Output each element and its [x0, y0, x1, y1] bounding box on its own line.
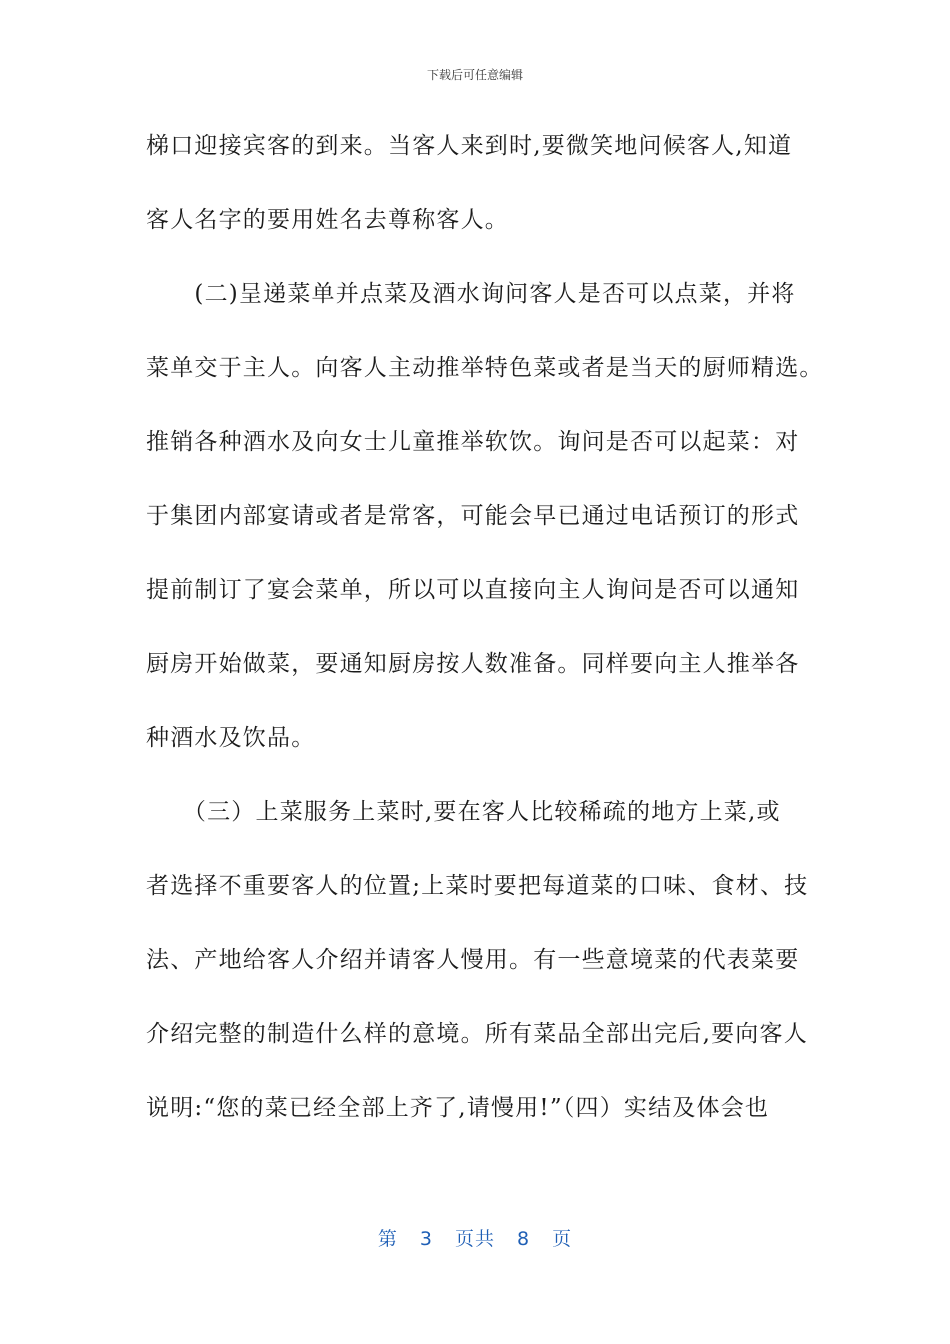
text-line: 介绍完整的制造什么样的意境。所有菜品全部出完后,要向客人 — [146, 1021, 808, 1047]
text-line: （三）上菜服务上菜时,要在客人比较稀疏的地方上菜,或 — [146, 799, 781, 825]
text-line: 说明:“您的菜已经全部上齐了,请慢用!”（四）实结及体会也 — [146, 1095, 770, 1121]
text-line: 法、产地给客人介绍并请客人慢用。有一些意境菜的代表菜要 — [146, 947, 800, 973]
current-page-number: 3 — [419, 1228, 433, 1250]
footer-ye: 页 — [552, 1228, 573, 1250]
header-note: 下载后可任意编辑 — [426, 68, 523, 82]
text-line: 种酒水及饮品。 — [146, 725, 316, 751]
text-line: 客人名字的要用姓名去尊称客人。 — [146, 207, 509, 233]
body-text — [146, 114, 824, 1150]
page-footer — [0, 1224, 950, 1251]
text-line: (二)呈递菜单并点菜及酒水询问客人是否可以点菜，并将 — [146, 281, 796, 307]
total-pages-number: 8 — [517, 1228, 531, 1250]
text-line: 厨房开始做菜，要通知厨房按人数准备。同样要向主人推举各 — [146, 651, 800, 677]
text-line: 者选择不重要客人的位置;上菜时要把每道菜的口味、食材、技 — [146, 873, 809, 899]
text-line: 推销各种酒水及向女士儿童推举软饮。询问是否可以起菜：对 — [146, 429, 800, 455]
footer-di: 第 — [377, 1228, 398, 1250]
text-line: 菜单交于主人。向客人主动推举特色菜或者是当天的厨师精选。 — [146, 355, 824, 381]
footer-ye-gong: 页共 — [454, 1228, 495, 1250]
text-line: 于集团内部宴请或者是常客，可能会早已通过电话预订的形式 — [146, 503, 800, 529]
text-line: 提前制订了宴会菜单，所以可以直接向主人询问是否可以通知 — [146, 577, 800, 603]
text-line: 梯口迎接宾客的到来。当客人来到时,要微笑地问候客人,知道 — [146, 133, 793, 159]
